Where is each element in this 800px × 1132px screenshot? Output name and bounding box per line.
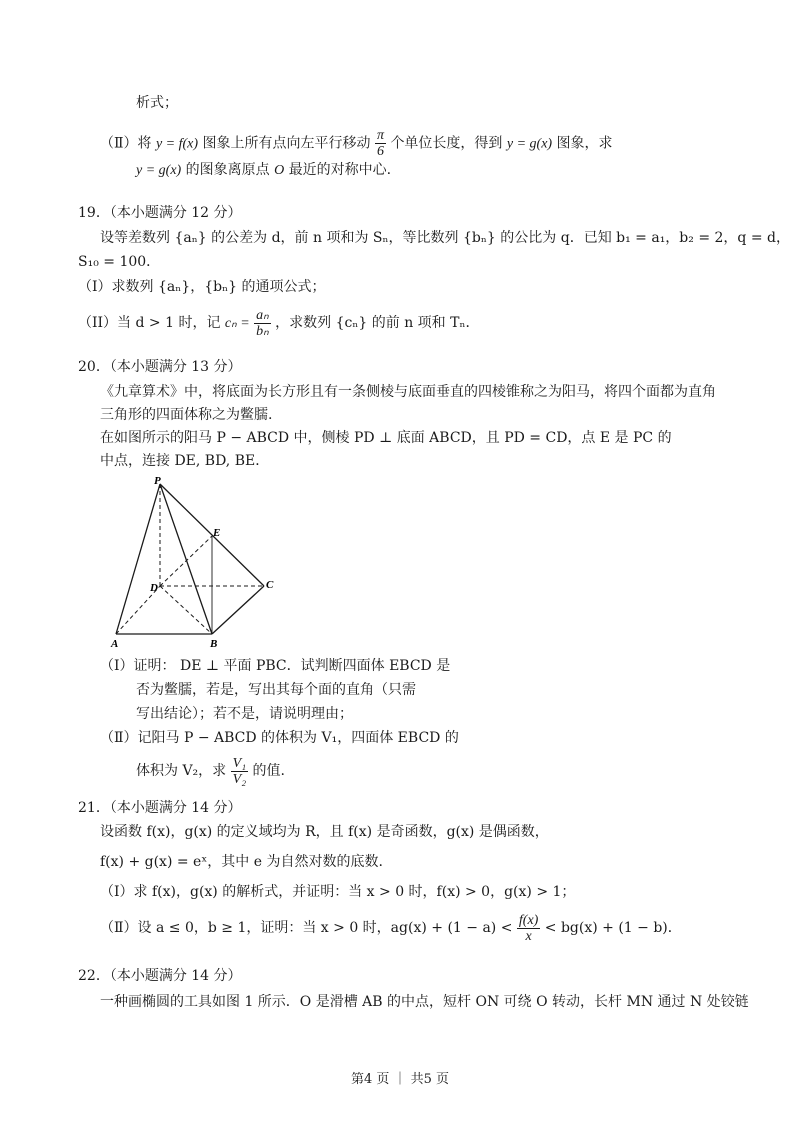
edge-BC bbox=[212, 586, 264, 634]
label-P: P bbox=[154, 476, 161, 487]
q18-part2: （Ⅱ）将 y = f(x) 图象上所有点向左平行移动 $\frac{\pi}{6}$ 个单位长度，得到 y = g(x) 图象，求 bbox=[100, 128, 613, 159]
fraction-v1-over-v2: $\frac{\text{V₁}}{\text{V₂}}$ bbox=[232, 755, 247, 787]
q18-part2-line2: y = g(x) 的图象离原点 O 最近的对称中心. bbox=[136, 162, 392, 178]
fraction-pi-over-6: $\frac{\pi}{6}$ bbox=[376, 128, 384, 159]
q21-line1: 设函数 f(x)，g(x) 的定义域均为 R，且 f(x) 是奇函数，g(x) 是偶函数， bbox=[100, 824, 549, 840]
q19-part1: （I）求数列 {aₙ}，{bₙ} 的通项公式； bbox=[78, 279, 326, 295]
edge-DE bbox=[160, 536, 212, 586]
q20-part1-line2: 否为鳖臑，若是，写出其每个面的直角（只需 bbox=[136, 682, 416, 698]
q21-part1: （Ⅰ）求 f(x)，g(x) 的解析式，并证明：当 x > 0 时，f(x) > 0，g(x) > 1； bbox=[100, 884, 576, 900]
edge-PB bbox=[160, 484, 212, 634]
q20-part1-line1: （Ⅰ）证明： DE ⊥ 平面 PBC．试判断四面体 EBCD 是 bbox=[100, 658, 451, 674]
label-B: B bbox=[210, 638, 218, 650]
q19-body-line1: 设等差数列 {aₙ} 的公差为 d，前 n 项和为 Sₙ，等比数列 {bₙ} 的公比为 q．已知 b₁ = a₁，b₂ = 2，q = d， bbox=[100, 230, 790, 246]
q20-header: 20．（本小题满分 13 分） bbox=[78, 359, 242, 375]
q20-part1-line3: 写出结论）；若不是，请说明理由； bbox=[136, 706, 353, 722]
q20-part2-line1: （Ⅱ）记阳马 P − ABCD 的体积为 V₁，四面体 EBCD 的 bbox=[100, 730, 459, 746]
label-E: E bbox=[213, 527, 221, 539]
q19-header: 19．（本小题满分 12 分） bbox=[78, 205, 242, 221]
q22-header: 22．（本小题满分 14 分） bbox=[78, 968, 242, 984]
q21-header: 21．（本小题满分 14 分） bbox=[78, 800, 242, 816]
q20-line3: 在如图所示的阳马 P − ABCD 中，侧棱 PD ⊥ 底面 ABCD，且 PD = CD，点 E 是 PC 的 bbox=[100, 430, 672, 446]
label-A: A bbox=[111, 638, 119, 650]
q18-continuation: 析式； bbox=[136, 95, 178, 111]
fraction-an-over-bn: $\frac{\text{aₙ}}{\text{bₙ}}$ bbox=[256, 307, 269, 339]
q19-part2: （II）当 d > 1 时，记 cₙ = $\frac{\text{aₙ}}{\text{bₙ}}$ ，求数列 {cₙ} 的前 n 项和 Tₙ． bbox=[78, 307, 480, 339]
page-footer: 第4 页 ｜ 共5 页 bbox=[350, 1072, 450, 1087]
label-D: D bbox=[150, 582, 158, 594]
q20-part2-line2: 体积为 V₂，求 $\frac{\text{V₁}}{\text{V₂}}$ 的值. bbox=[136, 755, 285, 787]
q19-body-line2: S₁₀ = 100． bbox=[78, 254, 161, 270]
q21-line2: f(x) + g(x) = eˣ，其中 e 为自然对数的底数. bbox=[100, 854, 383, 870]
q20-line1: 《九章算术》中，将底面为长方形且有一条侧棱与底面垂直的四棱锥称之为阳马，将四个面都为直角 bbox=[100, 384, 716, 400]
q20-line4: 中点，连接 DE, BD, BE． bbox=[100, 453, 270, 469]
q21-part2: （Ⅱ）设 a ≤ 0，b ≥ 1，证明：当 x > 0 时，ag(x) + (1 − a) < $\frac{f(x)}{x}$ < bg(x) + (1 − b)． bbox=[100, 912, 682, 944]
pyramid-figure bbox=[108, 476, 288, 656]
edge-PA bbox=[116, 484, 160, 634]
label-C: C bbox=[266, 579, 274, 591]
q20-line2: 三角形的四面体称之为鳖臑. bbox=[100, 407, 273, 423]
fraction-fx-over-x: $\frac{f(x)}{x}$ bbox=[518, 912, 539, 944]
q22-line1: 一种画椭圆的工具如图 1 所示．O 是滑槽 AB 的中点，短杆 ON 可绕 O 转动，长杆 MN 通过 N 处铰链 bbox=[100, 994, 749, 1010]
